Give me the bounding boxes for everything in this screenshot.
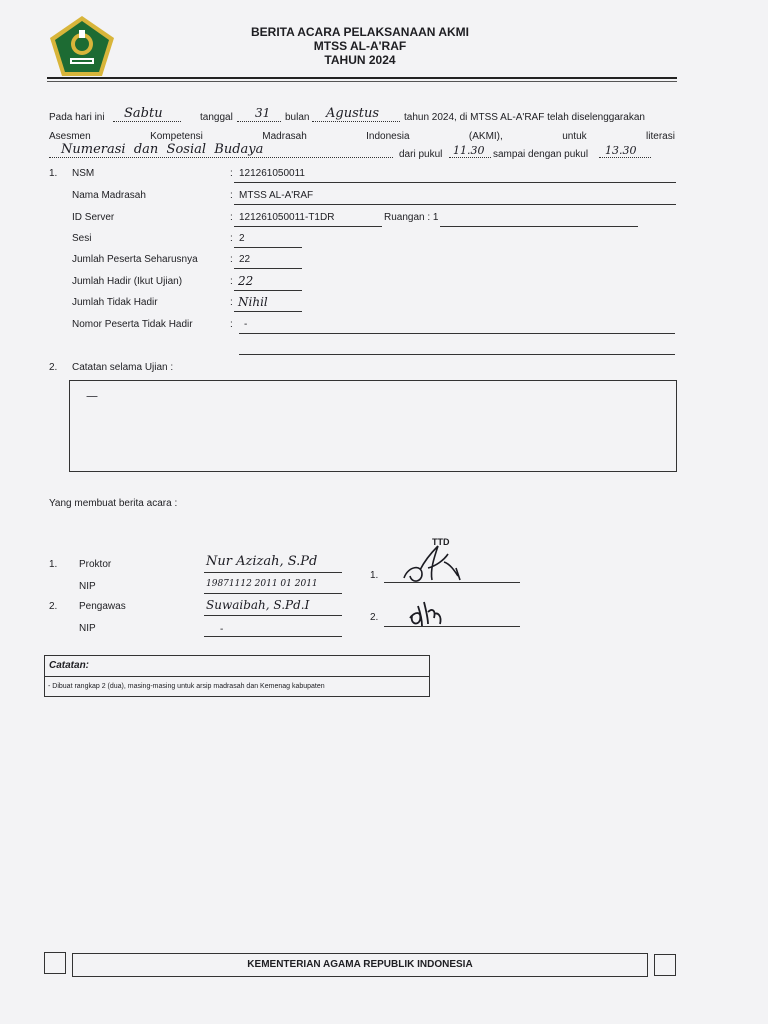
word-untuk: untuk [562, 131, 587, 142]
bulan-dots [312, 121, 400, 122]
field-colon: : [230, 190, 233, 201]
proktor-signature [398, 540, 468, 588]
literasi-dots [49, 157, 393, 158]
field-underline-2 [239, 354, 675, 355]
field-tidak-hadir [72, 297, 676, 313]
section2-number: 2. [49, 362, 58, 373]
peserta-seharusnya-value: 22 [239, 254, 251, 265]
field-colon: : [230, 319, 233, 330]
pengawas-nip-label: NIP [79, 623, 96, 634]
pengawas-name: Suwaibah, S.Pd.I [206, 598, 310, 612]
footer-bar [72, 953, 648, 977]
field-underline [234, 204, 676, 205]
sampai-value: 13.30 [605, 144, 637, 157]
field-underline [234, 290, 302, 291]
nomor-tidak-hadir-value: - [244, 319, 248, 330]
field-underline [234, 311, 302, 312]
tanggal-dots [237, 121, 281, 122]
field-underline [234, 268, 302, 269]
field-colon: : [230, 254, 233, 265]
pengawas-nip: - [220, 624, 224, 635]
field-nomor-tidak-hadir [72, 319, 676, 359]
signer1-number: 1. [49, 559, 58, 570]
pengawas-name-line [204, 615, 342, 616]
tidak-hadir-value: Nihil [238, 295, 268, 309]
proktor-nip-label: NIP [79, 581, 96, 592]
field-label: Jumlah Hadir (Ikut Ujian) [72, 276, 183, 287]
footer-left-square [44, 952, 66, 974]
year-title: TAHUN 2024 [324, 53, 396, 67]
field-colon: : [230, 233, 233, 244]
field-colon: : [230, 297, 233, 308]
field-underline [239, 333, 675, 334]
catatan-box [44, 655, 430, 697]
tanggal-value: 31 [255, 106, 271, 120]
catatan-title: Catatan: [49, 660, 90, 671]
field-underline [234, 247, 302, 248]
section1-number: 1. [49, 168, 58, 179]
catatan-ujian-value: — [86, 389, 98, 403]
header-rule-thin [47, 81, 677, 82]
field-jumlah-hadir [72, 276, 676, 292]
ruangan-underline [440, 226, 638, 227]
field-sesi [72, 233, 676, 249]
word-madrasah: Madrasah [262, 131, 307, 142]
field-nsm [72, 168, 676, 184]
field-underline [234, 226, 382, 227]
proktor-name-line [204, 572, 342, 573]
field-peserta-seharusnya [72, 254, 676, 270]
sampai-label: sampai dengan pukul [493, 149, 589, 160]
field-label: NSM [72, 168, 95, 179]
proktor-label: Proktor [79, 559, 112, 570]
field-id-server [72, 212, 676, 228]
field-colon: : [230, 276, 233, 287]
hari-value: Sabtu [124, 106, 163, 121]
pengawas-label: Pengawas [79, 601, 126, 612]
doc-title: BERITA ACARA PELAKSANAAN AKMI [251, 25, 469, 39]
word-literasi: literasi [646, 131, 675, 142]
catatan-ujian-box [69, 380, 677, 472]
signer2-number: 2. [49, 601, 58, 612]
word-akmi: (AKMI), [468, 131, 503, 142]
signers-heading: Yang membuat berita acara : [49, 498, 178, 509]
ruangan-label: Ruangan : 1 [384, 212, 439, 223]
intro-line3 [49, 141, 675, 163]
pengawas-signature [404, 594, 448, 630]
word-indonesia: Indonesia [366, 131, 410, 142]
field-colon: : [230, 168, 233, 179]
catatan-ujian-label: Catatan selama Ujian : [72, 362, 174, 373]
nsm-value: 121261050011 [239, 168, 305, 179]
field-label: Jumlah Tidak Hadir [72, 297, 158, 308]
catatan-text: - Dibuat rangkap 2 (dua), masing-masing untuk arsip madrasah dan Kemenag kabupaten [48, 683, 325, 690]
hari-dots [113, 121, 181, 122]
tahun-text: tahun 2024, di MTSS AL-A'RAF telah diselenggarakan [404, 112, 645, 123]
catatan-divider [45, 676, 429, 677]
tanggal-label: tanggal [200, 112, 233, 123]
field-colon: : [230, 212, 233, 223]
field-nama-madrasah [72, 190, 676, 206]
pada-hari-label: Pada hari ini [49, 112, 105, 123]
proktor-nip: 19871112 2011 01 2011 [206, 579, 318, 589]
dari-pukul-label: dari pukul [399, 149, 443, 160]
field-label: Sesi [72, 233, 92, 244]
field-label: ID Server [72, 212, 115, 223]
ttd-label: TTD [432, 537, 450, 547]
footer-text: KEMENTERIAN AGAMA REPUBLIK INDONESIA [247, 959, 473, 970]
field-underline [234, 182, 676, 183]
school-title: MTSS AL-A'RAF [313, 39, 407, 53]
dari-pukul-dots [449, 157, 491, 158]
id-server-value: 121261050011-T1DR [239, 212, 335, 223]
field-label: Nama Madrasah [72, 190, 146, 201]
sig1-number: 1. [370, 570, 379, 581]
intro-line1 [49, 106, 675, 126]
kemenag-logo [48, 14, 116, 78]
sampai-dots [599, 157, 651, 158]
word-asesmen: Asesmen [49, 131, 91, 142]
header-rule [47, 77, 677, 79]
bulan-value: Agustus [326, 106, 380, 121]
pengawas-nip-line [204, 636, 342, 637]
field-label: Jumlah Peserta Seharusnya [72, 254, 198, 265]
field-label: Nomor Peserta Tidak Hadir [72, 319, 193, 330]
proktor-nip-line [204, 593, 342, 594]
sig2-number: 2. [370, 612, 379, 623]
dari-pukul-value: 11.30 [453, 144, 485, 157]
proktor-name: Nur Azizah, S.Pd [206, 554, 318, 569]
word-kompetensi: Kompetensi [150, 131, 203, 142]
footer-right-square [654, 954, 676, 976]
jumlah-hadir-value: 22 [238, 274, 254, 288]
nama-madrasah-value: MTSS AL-A'RAF [239, 190, 314, 201]
sesi-value: 2 [239, 233, 245, 244]
bulan-label: bulan [285, 112, 310, 123]
literasi-value: Numerasi dan Sosial Budaya [61, 142, 264, 157]
